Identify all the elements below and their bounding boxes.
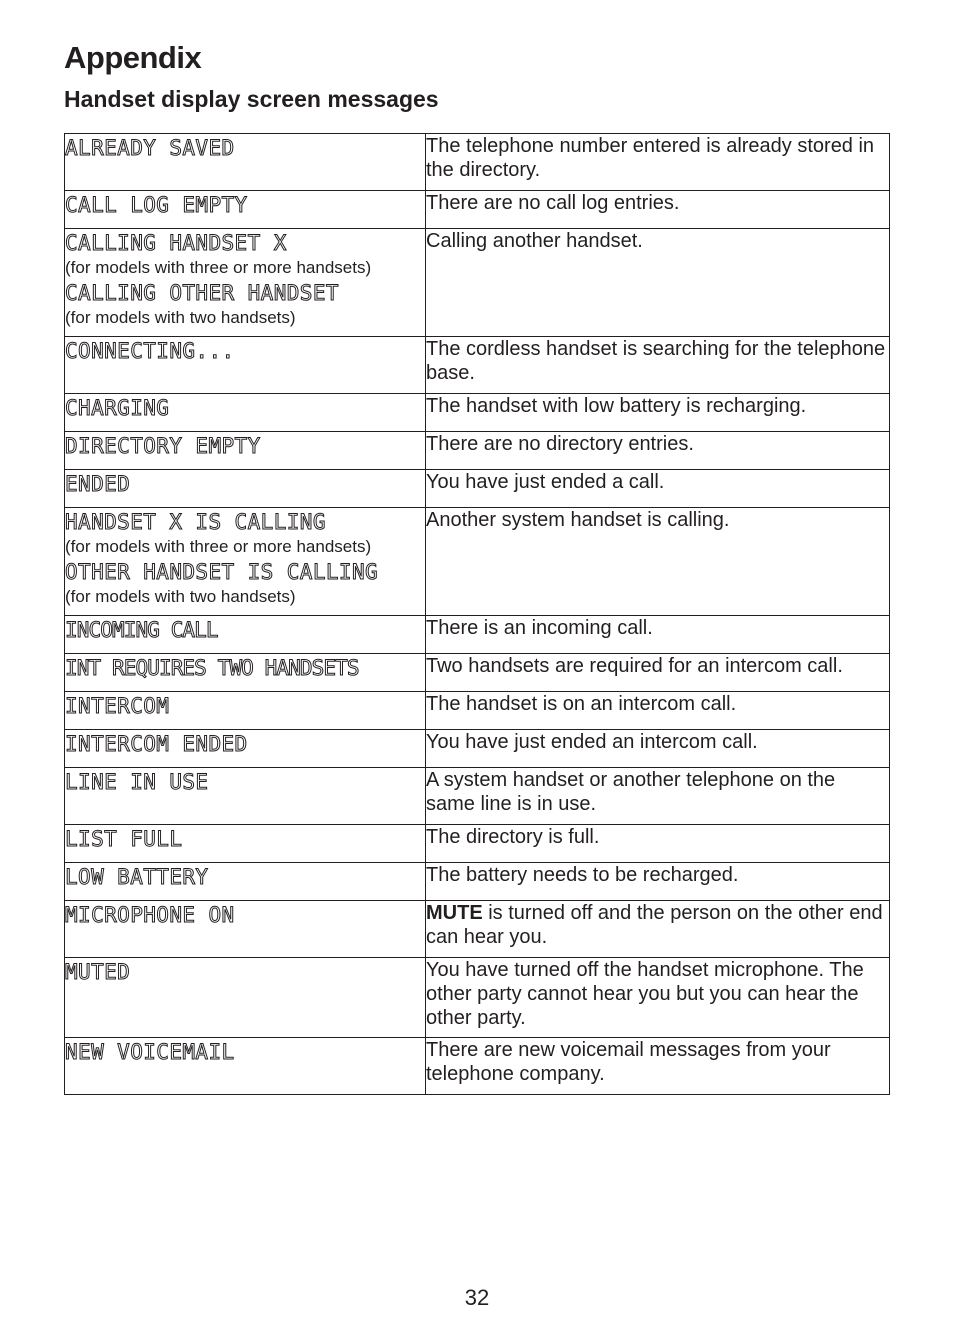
description-cell: The telephone number entered is already stored in the directory.: [426, 134, 890, 191]
table-row: [65, 730, 890, 768]
table-row: [65, 1038, 890, 1095]
table-row: [65, 508, 890, 616]
screen-message: CHARGING: [65, 396, 170, 420]
screen-message: HANDSET X IS CALLING: [65, 510, 326, 534]
description-cell: There is an incoming call.: [426, 616, 890, 654]
screen-message-alt: CALLING OTHER HANDSET: [65, 281, 339, 305]
model-note: (for models with two handsets): [65, 587, 296, 606]
message-cell: [65, 901, 426, 958]
message-cell: [65, 191, 426, 229]
message-cell: [65, 229, 426, 337]
message-cell: [65, 825, 426, 863]
screen-message: DIRECTORY EMPTY: [65, 434, 261, 458]
key-name: MUTE: [426, 902, 483, 924]
message-cell: [65, 958, 426, 1038]
table-row: [65, 863, 890, 901]
description-cell: The handset is on an intercom call.: [426, 692, 890, 730]
table-row: [65, 825, 890, 863]
table-row: [65, 901, 890, 958]
description-cell: [426, 901, 890, 958]
screen-message: MICROPHONE ON: [65, 903, 235, 927]
table-row: [65, 768, 890, 825]
table-row: [65, 654, 890, 692]
description-cell: Two handsets are required for an intercom call.: [426, 654, 890, 692]
model-note: (for models with two handsets): [65, 308, 296, 327]
page-title: Appendix: [64, 40, 202, 75]
table-row: [65, 692, 890, 730]
description-cell: The directory is full.: [426, 825, 890, 863]
table-row: [65, 191, 890, 229]
message-cell: [65, 432, 426, 470]
section-subtitle: Handset display screen messages: [64, 86, 439, 112]
table-row: [65, 432, 890, 470]
message-cell: [65, 470, 426, 508]
message-cell: [65, 508, 426, 616]
message-cell: [65, 863, 426, 901]
description-cell: You have just ended a call.: [426, 470, 890, 508]
description-cell: You have turned off the handset microphone. The other party cannot hear you but you can hear the other party.: [426, 958, 890, 1038]
description-text: is turned off and the person on the other end can hear you.: [426, 902, 883, 948]
screen-message: ENDED: [65, 472, 131, 496]
screen-message: MUTED: [65, 960, 131, 984]
screen-message: ALREADY SAVED: [65, 136, 235, 160]
screen-message: INTERCOM ENDED: [65, 732, 248, 756]
table-row: [65, 229, 890, 337]
description-cell: Calling another handset.: [426, 229, 890, 337]
message-cell: [65, 730, 426, 768]
model-note: (for models with three or more handsets): [65, 537, 372, 556]
screen-message: CALLING HANDSET X: [65, 231, 287, 255]
screen-message: NEW VOICEMAIL: [65, 1040, 235, 1064]
screen-message: CONNECTING...: [65, 339, 235, 363]
message-cell: [65, 768, 426, 825]
description-cell: Another system handset is calling.: [426, 508, 890, 616]
description-cell: The handset with low battery is recharging.: [426, 394, 890, 432]
model-note: (for models with three or more handsets): [65, 258, 372, 277]
screen-message-alt: OTHER HANDSET IS CALLING: [65, 560, 379, 584]
message-cell: [65, 616, 426, 654]
message-cell: [65, 337, 426, 394]
table-row: [65, 958, 890, 1038]
description-cell: A system handset or another telephone on the same line is in use.: [426, 768, 890, 825]
description-cell: There are new voicemail messages from your telephone company.: [426, 1038, 890, 1095]
screen-message: INCOMING CALL: [65, 618, 218, 642]
screen-message: LOW BATTERY: [65, 865, 209, 889]
description-cell: There are no call log entries.: [426, 191, 890, 229]
screen-message: LINE IN USE: [65, 770, 209, 794]
screen-message: LIST FULL: [65, 827, 183, 851]
message-cell: [65, 692, 426, 730]
message-cell: [65, 134, 426, 191]
table-row: [65, 394, 890, 432]
message-cell: [65, 1038, 426, 1095]
table-row: [65, 616, 890, 654]
page-number: 32: [464, 1285, 490, 1310]
table-row: [65, 470, 890, 508]
table-row: [65, 134, 890, 191]
screen-message: INTERCOM: [65, 694, 170, 718]
description-cell: There are no directory entries.: [426, 432, 890, 470]
message-cell: [65, 654, 426, 692]
description-cell: You have just ended an intercom call.: [426, 730, 890, 768]
table-row: [65, 337, 890, 394]
messages-table: [64, 133, 890, 1095]
description-cell: The battery needs to be recharged.: [426, 863, 890, 901]
screen-message: CALL LOG EMPTY: [65, 193, 248, 217]
description-cell: The cordless handset is searching for the telephone base.: [426, 337, 890, 394]
message-cell: [65, 394, 426, 432]
screen-message: INT REQUIRES TWO HANDSETS: [65, 656, 359, 680]
